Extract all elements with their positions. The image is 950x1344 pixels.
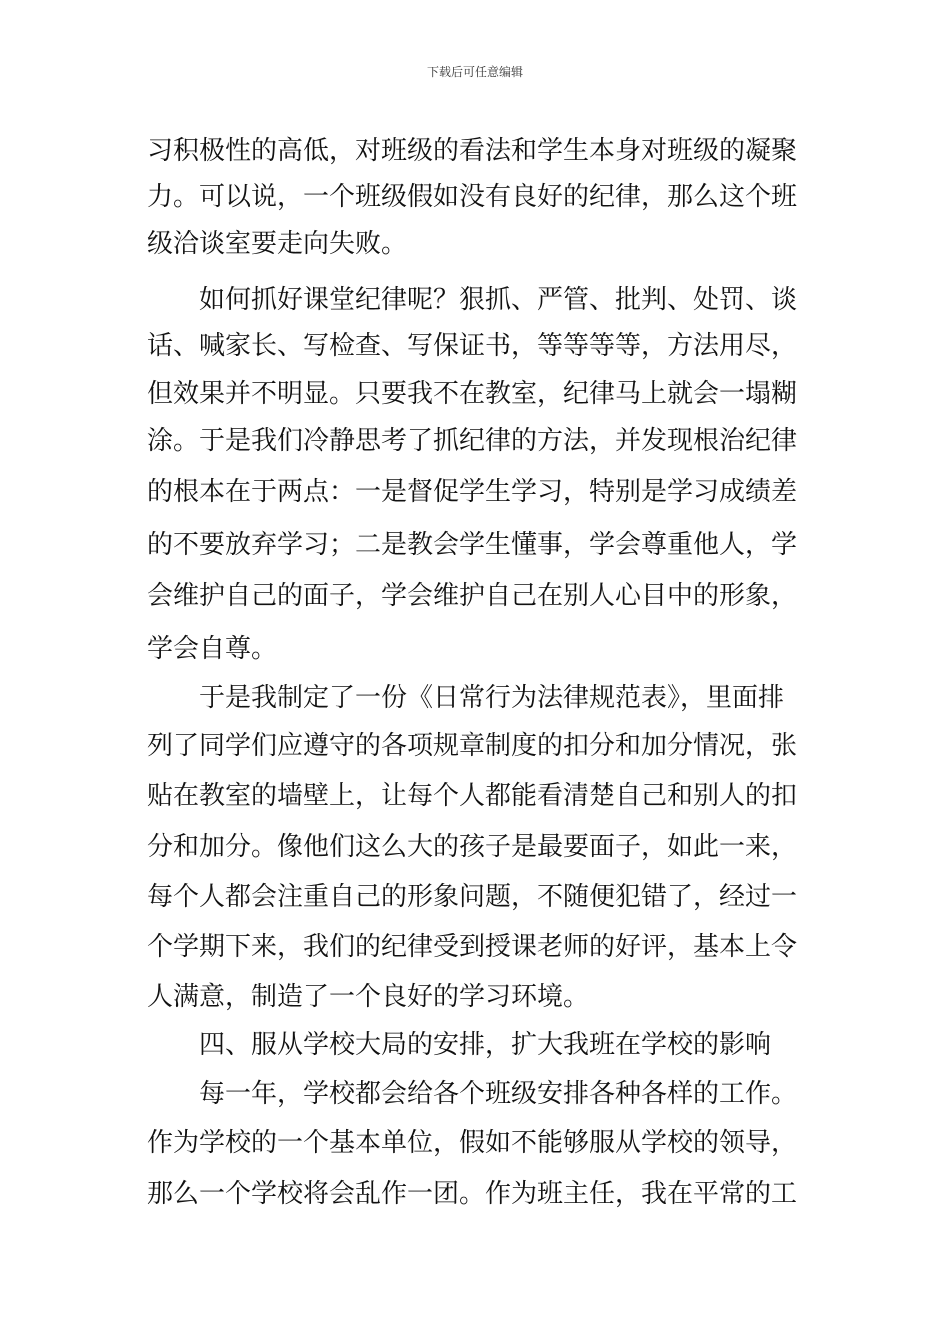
text-line: 级洽谈室要走向失败。 <box>147 229 408 259</box>
text-line: 每个人都会注重自己的形象问题，不随便犯错了，经过一 <box>147 882 798 912</box>
text-line: 每一年，学校都会给各个班级安排各种各样的工作。 <box>199 1079 798 1109</box>
text-line: 贴在教室的墙壁上，让每个人都能看清楚自己和别人的扣 <box>147 781 798 811</box>
text-line: 习积极性的高低，对班级的看法和学生本身对班级的凝聚 <box>147 136 798 166</box>
text-line: 力。可以说，一个班级假如没有良好的纪律，那么这个班 <box>147 182 798 212</box>
text-line: 那么一个学校将会乱作一团。作为班主任，我在平常的工 <box>147 1179 798 1209</box>
text-line: 学会自尊。 <box>147 634 278 664</box>
text-line: 涂。于是我们冷静思考了抓纪律的方法，并发现根治纪律 <box>147 426 798 456</box>
text-line: 的根本在于两点：一是督促学生学习，特别是学习成绩差 <box>147 477 798 507</box>
text-line: 会维护自己的面子，学会维护自己在别人心目中的形象， <box>147 581 798 611</box>
text-line: 如何抓好课堂纪律呢？狠抓、严管、批判、处罚、谈 <box>199 285 798 315</box>
text-line: 列了同学们应遵守的各项规章制度的扣分和加分情况，张 <box>147 731 798 761</box>
text-line: 话、喊家长、写检查、写保证书，等等等等，方法用尽， <box>147 331 798 361</box>
text-line: 于是我制定了一份《日常行为法律规范表》，里面排 <box>199 683 785 713</box>
text-line: 但效果并不明显。只要我不在教室，纪律马上就会一塌糊 <box>147 379 798 409</box>
section-heading: 四、服从学校大局的安排，扩大我班在学校的影响 <box>199 1030 772 1060</box>
text-line: 作为学校的一个基本单位，假如不能够服从学校的领导， <box>147 1128 798 1158</box>
text-line: 的不要放弃学习；二是教会学生懂事，学会尊重他人，学 <box>147 530 798 560</box>
text-line: 个学期下来，我们的纪律受到授课老师的好评，基本上令 <box>147 932 798 962</box>
text-line: 分和加分。像他们这么大的孩子是最要面子，如此一来， <box>147 832 798 862</box>
page-header: 下载后可任意编辑 <box>426 65 523 79</box>
text-line: 人满意，制造了一个良好的学习环境。 <box>147 982 590 1012</box>
